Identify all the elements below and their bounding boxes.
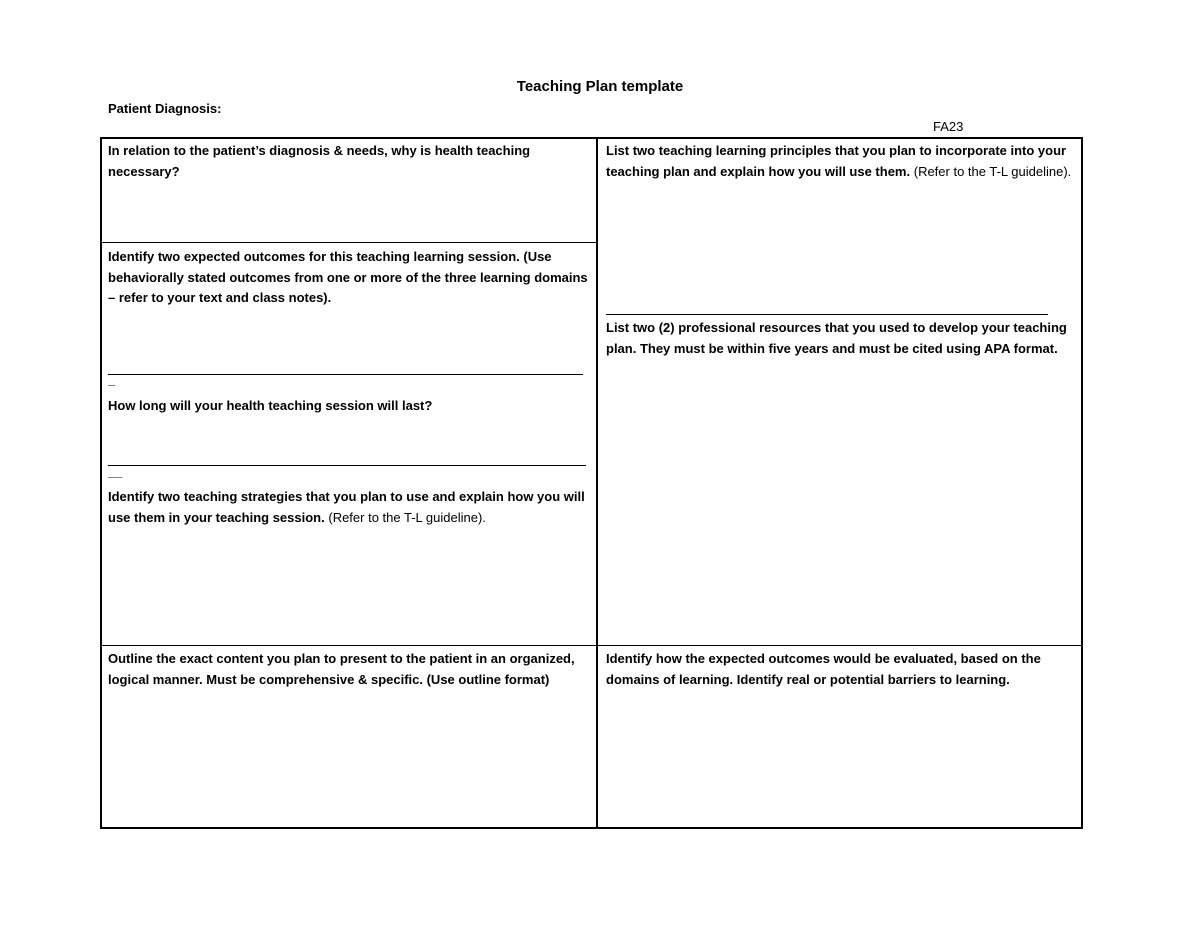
prompt-professional-resources: List two (2) professional resources that you used to develop your teaching plan. They must be within five years and must be cited using APA format. xyxy=(606,320,1067,356)
term-code: FA23 xyxy=(933,119,964,134)
rule-trail: __ xyxy=(108,464,123,479)
prompt-health-teaching-necessity: In relation to the patient’s diagnosis & needs, why is health teaching necessary? xyxy=(108,143,531,179)
left-cell-divider xyxy=(101,242,597,243)
prompt-outline-content: Outline the exact content you plan to present to the patient in an organized, logical manner. Must be comprehensive & specific. (Use outline format) xyxy=(108,651,575,687)
answer-rule xyxy=(108,374,583,375)
prompt-teaching-strategies-main: Identify two teaching strategies that you plan to use and explain how you will use them in your teaching session. xyxy=(108,489,585,525)
prompt-learning-principles-main: List two teaching learning principles that you plan to incorporate into your teaching plan and explain how you will use them. xyxy=(606,143,1067,179)
prompt-expected-outcomes: Identify two expected outcomes for this teaching learning session. (Use behaviorally stated outcomes from one or more of the three learning domains – refer to your text and class notes). xyxy=(108,249,588,305)
rule-trail: _ xyxy=(108,372,116,387)
answer-rule xyxy=(108,465,586,466)
patient-diagnosis-label: Patient Diagnosis: xyxy=(108,101,222,116)
prompt-session-length: How long will your health teaching session will last? xyxy=(108,398,433,413)
bottom-row-divider xyxy=(101,645,1082,646)
document-title: Teaching Plan template xyxy=(516,78,684,95)
prompt-teaching-strategies-ref: (Refer to the T-L guideline). xyxy=(328,509,486,525)
prompt-learning-principles-ref: (Refer to the T-L guideline). xyxy=(913,163,1072,179)
prompt-learning-principles xyxy=(606,141,1076,182)
teaching-plan-table xyxy=(100,137,1083,829)
answer-rule xyxy=(606,314,1048,315)
column-divider xyxy=(596,137,598,829)
prompt-outcome-evaluation: Identify how the expected outcomes would be evaluated, based on the domains of learning. Identify real or potential barriers to learning. xyxy=(606,651,1041,687)
prompt-teaching-strategies xyxy=(108,487,590,528)
